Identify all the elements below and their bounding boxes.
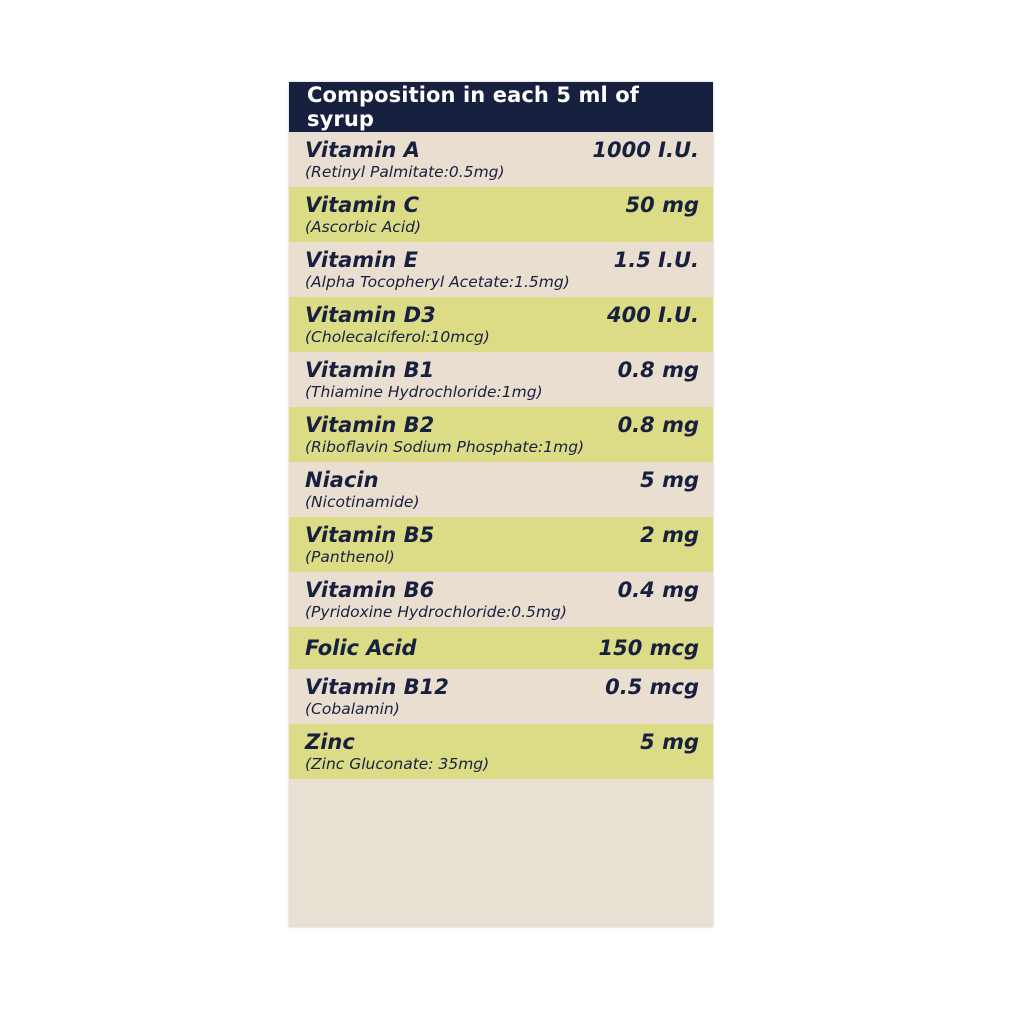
- nutrient-amount: 50 mg: [625, 193, 699, 217]
- composition-row: [289, 462, 713, 517]
- composition-row-main: [305, 193, 699, 217]
- composition-row: [289, 297, 713, 352]
- composition-row-main: [305, 730, 699, 754]
- composition-row: [289, 669, 713, 724]
- composition-row-main: [305, 248, 699, 272]
- composition-rows: [289, 132, 713, 779]
- nutrient-amount: 5 mg: [640, 468, 699, 492]
- nutrient-source: (Alpha Tocopheryl Acetate:1.5mg): [305, 273, 570, 291]
- nutrient-name: Folic Acid: [305, 636, 417, 660]
- supplement-composition-label: [289, 82, 713, 927]
- nutrient-amount: 150 mcg: [598, 636, 699, 660]
- composition-row: [289, 407, 713, 462]
- nutrient-amount: 1000 I.U.: [592, 138, 699, 162]
- composition-row-main: [305, 468, 699, 492]
- nutrient-source: (Thiamine Hydrochloride:1mg): [305, 383, 543, 401]
- nutrient-source: (Retinyl Palmitate:0.5mg): [305, 163, 505, 181]
- composition-row: [289, 517, 713, 572]
- nutrient-name: Vitamin B2: [305, 413, 435, 437]
- composition-row-main: [305, 358, 699, 382]
- composition-row: [289, 352, 713, 407]
- nutrient-name: Vitamin D3: [305, 303, 436, 327]
- nutrient-amount: 0.4 mg: [617, 578, 699, 602]
- nutrient-name: Niacin: [305, 468, 379, 492]
- composition-row: [289, 724, 713, 779]
- nutrient-amount: 5 mg: [640, 730, 699, 754]
- nutrient-source: (Riboflavin Sodium Phosphate:1mg): [305, 438, 585, 456]
- composition-row: [289, 572, 713, 627]
- composition-row-main: [305, 413, 699, 437]
- label-header: [289, 82, 713, 132]
- composition-row-main: [305, 303, 699, 327]
- nutrient-name: Vitamin A: [305, 138, 420, 162]
- nutrient-name: Vitamin B5: [305, 523, 435, 547]
- composition-row-main: [305, 633, 699, 663]
- composition-row: [289, 627, 713, 669]
- nutrient-name: Vitamin B6: [305, 578, 435, 602]
- nutrient-amount: 2 mg: [640, 523, 699, 547]
- nutrient-name: Vitamin B1: [305, 358, 435, 382]
- nutrient-source: (Cobalamin): [305, 700, 400, 718]
- nutrient-source: (Cholecalciferol:10mcg): [305, 328, 490, 346]
- nutrient-amount: 0.8 mg: [617, 358, 699, 382]
- nutrient-name: Vitamin B12: [305, 675, 449, 699]
- nutrient-amount: 0.8 mg: [617, 413, 699, 437]
- nutrient-amount: 400 I.U.: [607, 303, 699, 327]
- nutrient-source: (Panthenol): [305, 548, 395, 566]
- nutrient-source: (Pyridoxine Hydrochloride:0.5mg): [305, 603, 567, 621]
- composition-row-main: [305, 578, 699, 602]
- nutrient-source: (Zinc Gluconate: 35mg): [305, 755, 490, 773]
- composition-row-main: [305, 523, 699, 547]
- nutrient-name: Vitamin C: [305, 193, 420, 217]
- nutrient-name: Zinc: [305, 730, 355, 754]
- nutrient-amount: 1.5 I.U.: [613, 248, 699, 272]
- composition-row: [289, 187, 713, 242]
- composition-row: [289, 242, 713, 297]
- page-title: Composition in each 5 ml of syrup: [307, 83, 639, 131]
- nutrient-amount: 0.5 mcg: [605, 675, 699, 699]
- composition-row-main: [305, 675, 699, 699]
- nutrient-source: (Ascorbic Acid): [305, 218, 422, 236]
- composition-row-main: [305, 138, 699, 162]
- nutrient-name: Vitamin E: [305, 248, 418, 272]
- nutrient-source: (Nicotinamide): [305, 493, 420, 511]
- composition-row: [289, 132, 713, 187]
